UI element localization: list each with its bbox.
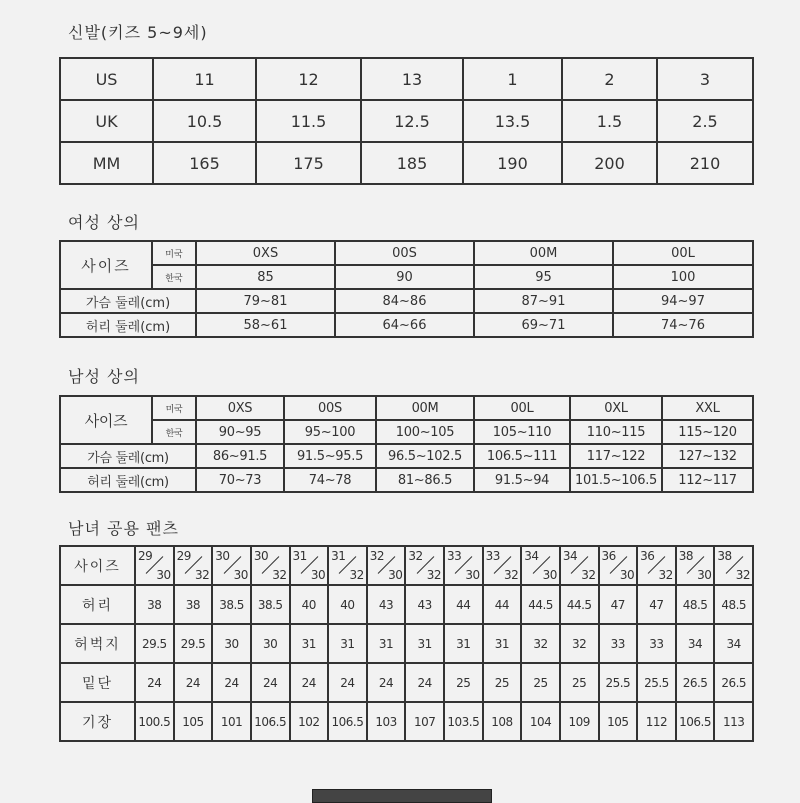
pants-measure-value: 30 (212, 624, 251, 663)
pants-row-label: 허리 (60, 585, 135, 624)
pants-length-size: 30 (619, 568, 635, 582)
pants-measure-value: 48.5 (714, 585, 753, 624)
pants-measure-value: 33 (637, 624, 676, 663)
pants-measure-value: 29.5 (135, 624, 174, 663)
pants-measure-value: 38 (174, 585, 213, 624)
women-kr-size: 85 (196, 265, 335, 289)
pants-length-size: 30 (697, 568, 712, 582)
pants-measure-value: 100.5 (135, 702, 174, 741)
men-waist-value: 70~73 (196, 468, 284, 492)
women-us-size: 00M (474, 241, 613, 265)
men-tops-title: 남성 상의 (68, 367, 140, 386)
men-us-size: 0XL (570, 396, 662, 420)
shoes-size-value: 10.5 (153, 100, 256, 142)
pants-waist-size: 30 (253, 549, 269, 563)
men-us-row (60, 396, 753, 420)
pants-measure-value: 104 (521, 702, 560, 741)
shoes-size-value: 12.5 (361, 100, 463, 142)
pants-measure-row (60, 702, 753, 741)
pants-measure-value: 44 (444, 585, 483, 624)
pants-length-size: 32 (735, 568, 750, 582)
pants-measure-value: 105 (599, 702, 638, 741)
pants-length-size: 30 (465, 568, 480, 582)
men-us-size: XXL (662, 396, 753, 420)
pants-waist-size: 36 (640, 549, 655, 563)
pants-waist-size: 33 (485, 549, 500, 563)
pants-measure-value: 24 (212, 663, 251, 702)
shoes-row-label: US (60, 58, 153, 100)
women-tops-title: 여성 상의 (68, 213, 140, 232)
pants-length-size: 32 (503, 568, 519, 582)
shoes-size-value: 165 (153, 142, 256, 184)
pants-length-size: 30 (388, 568, 403, 582)
men-chest-row (60, 444, 753, 468)
pants-measure-value: 30 (251, 624, 290, 663)
pants-waist-size: 31 (292, 549, 307, 563)
pants-size-cell (676, 546, 715, 585)
pants-measure-value: 32 (560, 624, 599, 663)
men-kr-label: 한국 (152, 420, 196, 444)
men-us-size: 00S (284, 396, 376, 420)
pants-size-cell (521, 546, 560, 585)
pants-measure-value: 24 (251, 663, 290, 702)
shoes-size-value: 12 (256, 58, 361, 100)
pants-measure-value: 34 (676, 624, 715, 663)
pants-length-size: 32 (658, 568, 673, 582)
pants-measure-value: 31 (444, 624, 483, 663)
men-chest-value: 117~122 (570, 444, 662, 468)
pants-length-size: 32 (194, 568, 210, 582)
pants-measure-value: 25 (483, 663, 522, 702)
shoes-size-value: 11 (153, 58, 256, 100)
pants-measure-value: 32 (521, 624, 560, 663)
pants-table-body (60, 546, 753, 741)
pants-size-cell (135, 546, 174, 585)
pants-waist-size: 36 (601, 549, 616, 563)
pants-row-label: 허벅지 (60, 624, 135, 663)
shoes-size-value: 185 (361, 142, 463, 184)
women-chest-value: 79~81 (196, 289, 335, 313)
men-kr-size: 110~115 (570, 420, 662, 444)
pants-measure-value: 31 (483, 624, 522, 663)
men-kr-size: 95~100 (284, 420, 376, 444)
shoes-title: 신발(키즈 5~9세) (68, 23, 208, 42)
women-us-size: 00S (335, 241, 474, 265)
pants-measure-value: 25 (444, 663, 483, 702)
pants-measure-value: 31 (290, 624, 329, 663)
pants-measure-value: 106.5 (676, 702, 715, 741)
pants-waist-size: 38 (717, 549, 732, 563)
pants-measure-value: 112 (637, 702, 676, 741)
shoes-size-value: 175 (256, 142, 361, 184)
pants-measure-value: 24 (328, 663, 367, 702)
men-chest-value: 91.5~95.5 (284, 444, 376, 468)
pants-measure-value: 106.5 (328, 702, 367, 741)
men-us-size: 0XS (196, 396, 284, 420)
pants-measure-value: 43 (367, 585, 406, 624)
pants-size-cell (714, 546, 753, 585)
men-chest-value: 96.5~102.5 (376, 444, 474, 468)
pants-length-size: 30 (233, 568, 248, 582)
pants-size-cell (483, 546, 522, 585)
pants-size-cell (599, 546, 638, 585)
women-waist-value: 69~71 (474, 313, 613, 337)
shoes-size-value: 1 (463, 58, 562, 100)
men-kr-size: 100~105 (376, 420, 474, 444)
women-waist-row (60, 313, 753, 337)
pants-title: 남녀 공용 팬츠 (68, 519, 179, 538)
pants-measure-value: 40 (328, 585, 367, 624)
women-chest-value: 94~97 (613, 289, 753, 313)
pants-measure-value: 31 (405, 624, 444, 663)
pants-measure-value: 38.5 (212, 585, 251, 624)
pants-size-cell (637, 546, 676, 585)
pants-measure-value: 25.5 (637, 663, 676, 702)
pants-size-row (60, 546, 753, 585)
men-waist-label: 허리 둘레(cm) (60, 468, 196, 492)
men-table-body (60, 396, 753, 492)
shoes-size-table (59, 57, 754, 185)
pants-waist-size: 32 (369, 549, 385, 563)
pants-size-cell (560, 546, 599, 585)
pants-measure-value: 31 (367, 624, 406, 663)
pants-waist-size: 34 (562, 549, 578, 563)
men-us-size: 00L (474, 396, 570, 420)
pants-size-cell (290, 546, 329, 585)
men-waist-value: 81~86.5 (376, 468, 474, 492)
pants-measure-value: 48.5 (676, 585, 715, 624)
pants-size-cell (328, 546, 367, 585)
men-size-label: 사이즈 (60, 396, 152, 444)
shoes-table-body (60, 58, 753, 184)
women-kr-size: 95 (474, 265, 613, 289)
women-chest-value: 87~91 (474, 289, 613, 313)
pants-size-label: 사이즈 (60, 546, 135, 585)
men-waist-row (60, 468, 753, 492)
shoes-size-value: 2 (562, 58, 657, 100)
men-chest-value: 106.5~111 (474, 444, 570, 468)
women-kr-label: 한국 (152, 265, 196, 289)
pants-waist-size: 32 (408, 549, 423, 563)
shoes-row (60, 142, 753, 184)
pants-measure-value: 44.5 (521, 585, 560, 624)
pants-size-cell (444, 546, 483, 585)
pants-measure-value: 24 (174, 663, 213, 702)
shoes-row (60, 58, 753, 100)
men-chest-value: 127~132 (662, 444, 753, 468)
pants-measure-value: 47 (599, 585, 638, 624)
pants-waist-size: 29 (176, 549, 191, 563)
women-chest-label: 가슴 둘레(cm) (60, 289, 196, 313)
pants-measure-value: 25 (560, 663, 599, 702)
pants-measure-value: 24 (135, 663, 174, 702)
pants-size-cell (212, 546, 251, 585)
shoes-row-label: MM (60, 142, 153, 184)
pants-length-size: 30 (156, 568, 171, 582)
shoes-size-value: 1.5 (562, 100, 657, 142)
pants-measure-row (60, 624, 753, 663)
women-kr-size: 100 (613, 265, 753, 289)
pants-waist-size: 33 (447, 549, 462, 563)
shoes-size-value: 210 (657, 142, 753, 184)
women-kr-row (60, 265, 753, 289)
pants-measure-value: 47 (637, 585, 676, 624)
pants-measure-value: 25 (521, 663, 560, 702)
pants-size-table (59, 545, 754, 742)
pants-size-cell (174, 546, 213, 585)
pants-measure-value: 106.5 (251, 702, 290, 741)
pants-measure-value: 102 (290, 702, 329, 741)
women-waist-value: 64~66 (335, 313, 474, 337)
women-size-label: 사이즈 (60, 241, 152, 289)
women-table-body (60, 241, 753, 337)
men-waist-value: 74~78 (284, 468, 376, 492)
pants-row-label: 밑단 (60, 663, 135, 702)
pants-measure-value: 101 (212, 702, 251, 741)
shoes-size-value: 200 (562, 142, 657, 184)
pants-length-size: 32 (272, 568, 287, 582)
pants-measure-value: 108 (483, 702, 522, 741)
pants-measure-value: 29.5 (174, 624, 213, 663)
pants-length-size: 32 (426, 568, 441, 582)
shoes-size-value: 3 (657, 58, 753, 100)
pants-measure-value: 113 (714, 702, 753, 741)
pants-measure-value: 24 (290, 663, 329, 702)
pants-length-size: 32 (581, 568, 596, 582)
pants-measure-value: 40 (290, 585, 329, 624)
pants-measure-value: 103 (367, 702, 406, 741)
men-chest-value: 86~91.5 (196, 444, 284, 468)
men-kr-size: 115~120 (662, 420, 753, 444)
pants-length-size: 30 (310, 568, 326, 582)
pants-measure-value: 26.5 (714, 663, 753, 702)
pants-length-size: 32 (349, 568, 364, 582)
women-us-row (60, 241, 753, 265)
women-waist-value: 58~61 (196, 313, 335, 337)
women-chest-value: 84~86 (335, 289, 474, 313)
women-us-label: 미국 (152, 241, 196, 265)
pants-measure-value: 107 (405, 702, 444, 741)
pants-measure-value: 44.5 (560, 585, 599, 624)
men-kr-row (60, 420, 753, 444)
pants-size-cell (367, 546, 406, 585)
women-us-size: 0XS (196, 241, 335, 265)
women-us-size: 00L (613, 241, 753, 265)
men-chest-label: 가슴 둘레(cm) (60, 444, 196, 468)
pants-measure-value: 109 (560, 702, 599, 741)
men-tops-size-table (59, 395, 754, 493)
pants-measure-row (60, 663, 753, 702)
shoes-size-value: 13 (361, 58, 463, 100)
pants-size-cell (251, 546, 290, 585)
pants-waist-size: 31 (331, 549, 346, 563)
women-chest-row (60, 289, 753, 313)
shoes-row-label: UK (60, 100, 153, 142)
men-waist-value: 91.5~94 (474, 468, 570, 492)
pants-measure-value: 31 (328, 624, 367, 663)
men-waist-value: 112~117 (662, 468, 753, 492)
pants-waist-size: 30 (215, 549, 230, 563)
pants-measure-value: 43 (405, 585, 444, 624)
bottom-button[interactable] (312, 789, 492, 803)
shoes-size-value: 2.5 (657, 100, 753, 142)
pants-measure-value: 33 (599, 624, 638, 663)
shoes-size-value: 11.5 (256, 100, 361, 142)
women-tops-size-table (59, 240, 754, 338)
women-kr-size: 90 (335, 265, 474, 289)
women-waist-label: 허리 둘레(cm) (60, 313, 196, 337)
men-kr-size: 105~110 (474, 420, 570, 444)
pants-measure-value: 24 (367, 663, 406, 702)
pants-measure-value: 24 (405, 663, 444, 702)
pants-measure-value: 38 (135, 585, 174, 624)
shoes-row (60, 100, 753, 142)
shoes-size-value: 190 (463, 142, 562, 184)
men-us-label: 미국 (152, 396, 196, 420)
pants-waist-size: 29 (138, 549, 153, 563)
pants-row-label: 기장 (60, 702, 135, 741)
men-kr-size: 90~95 (196, 420, 284, 444)
pants-measure-value: 34 (714, 624, 753, 663)
pants-measure-value: 103.5 (444, 702, 483, 741)
pants-size-cell (405, 546, 444, 585)
pants-waist-size: 34 (524, 549, 539, 563)
shoes-size-value: 13.5 (463, 100, 562, 142)
pants-measure-value: 105 (174, 702, 213, 741)
pants-waist-size: 38 (678, 549, 694, 563)
pants-measure-value: 25.5 (599, 663, 638, 702)
pants-measure-value: 44 (483, 585, 522, 624)
pants-measure-row (60, 585, 753, 624)
pants-measure-value: 26.5 (676, 663, 715, 702)
pants-measure-value: 38.5 (251, 585, 290, 624)
men-waist-value: 101.5~106.5 (570, 468, 662, 492)
women-waist-value: 74~76 (613, 313, 753, 337)
men-us-size: 00M (376, 396, 474, 420)
pants-length-size: 30 (542, 568, 557, 582)
